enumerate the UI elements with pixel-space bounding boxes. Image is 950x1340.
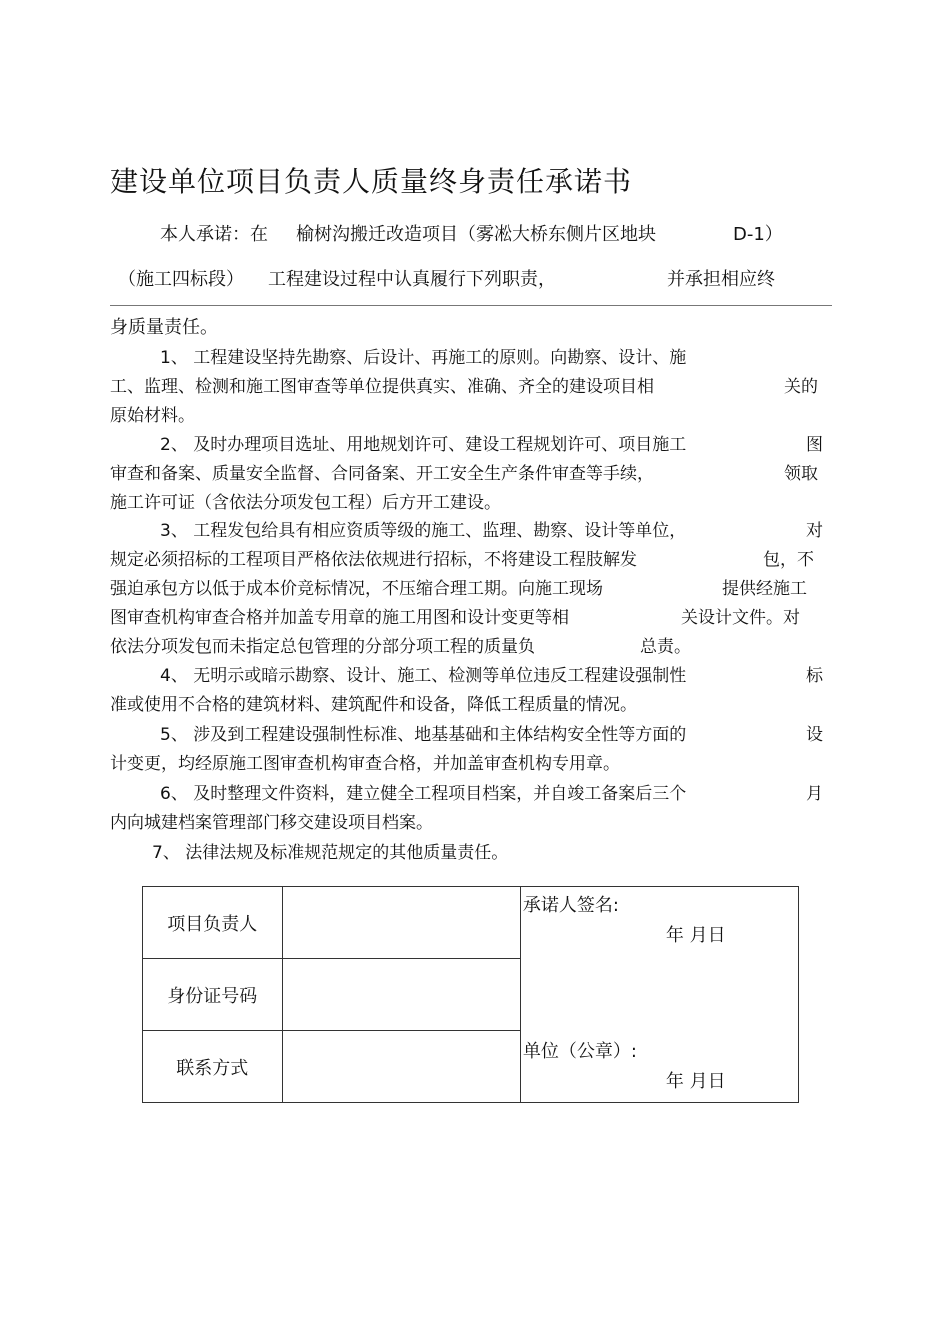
item1-line2-tail: 关的	[784, 377, 818, 397]
item3-line1: 3、 工程发包给具有相应资质等级的施工、监理、勘察、设计等单位，	[160, 521, 687, 541]
item3-line2-tail: 包，不	[763, 550, 814, 570]
item6-line1-tail: 月	[806, 784, 823, 804]
label-id-number: 身份证号码	[143, 959, 283, 1031]
unit-seal-label: 单位（公章）:	[522, 1041, 637, 1062]
item3-line4: 图审查机构审查合格并加盖专用章的施工用图和设计变更等相	[110, 608, 569, 628]
signature-table	[142, 886, 799, 1103]
item2-line3: 施工许可证（含依法分项发包工程）后方开工建设。	[110, 493, 501, 513]
signature-label: 承诺人签名:	[522, 895, 619, 916]
item5-line2: 计变更，均经原施工图审查机构审查合格，并加盖审查机构专用章。	[110, 754, 620, 774]
item5-line1-tail: 设	[806, 725, 823, 745]
item7-line1: 7、 法律法规及标准规范规定的其他质量责任。	[152, 843, 509, 863]
item1-line3: 原始材料。	[110, 406, 195, 426]
item3-line2: 规定必须招标的工程项目严格依法依规进行招标，不将建设工程肢解发	[110, 550, 637, 570]
item3-line3: 强迫承包方以低于成本价竞标情况，不压缩合理工期。向施工现场	[110, 579, 603, 599]
item2-line2-tail: 领取	[784, 464, 818, 484]
item2-line1-tail: 图	[806, 435, 823, 455]
page-title: 建设单位项目负责人质量终身责任承诺书	[110, 165, 633, 198]
item2-line1: 2、 及时办理项目选址、用地规划许可、建设工程规划许可、项目施工	[160, 435, 687, 455]
label-contact: 联系方式	[143, 1031, 283, 1103]
seal-date: 年 月日	[665, 1071, 726, 1092]
project-leader-field[interactable]	[282, 887, 520, 959]
signature-date: 年 月日	[665, 925, 726, 946]
intro-code: D-1）	[733, 224, 783, 245]
signature-cell[interactable]	[520, 887, 798, 1103]
item3-line3-tail: 提供经施工	[722, 579, 807, 599]
intro-prefix: 本人承诺：在	[160, 224, 268, 245]
intro-end: 身质量责任。	[110, 317, 218, 338]
item4-line1-tail: 标	[806, 666, 823, 686]
label-project-leader: 项目负责人	[143, 887, 283, 959]
id-number-field[interactable]	[282, 959, 520, 1031]
contact-field[interactable]	[282, 1031, 520, 1103]
item6-line2: 内向城建档案管理部门移交建设项目档案。	[110, 813, 433, 833]
intro-tail: 并承担相应终	[667, 269, 775, 290]
item5-line1: 5、 涉及到工程建设强制性标准、地基基础和主体结构安全性等方面的	[160, 725, 687, 745]
item3-line1-tail: 对	[806, 521, 823, 541]
item4-line2: 准或使用不合格的建筑材料、建筑配件和设备，降低工程质量的情况。	[110, 695, 637, 715]
item6-line1: 6、 及时整理文件资料，建立健全工程项目档案，并自竣工备案后三个	[160, 784, 687, 804]
item1-line1: 1、 工程建设坚持先勘察、后设计、再施工的原则。向勘察、设计、施	[160, 348, 687, 368]
item4-line1: 4、 无明示或暗示勘察、设计、施工、检测等单位违反工程建设强制性	[160, 666, 687, 686]
item1-line2: 工、监理、检测和施工图审查等单位提供真实、准确、齐全的建设项目相	[110, 377, 654, 397]
item3-line5: 依法分项发包而未指定总包管理的分部分项工程的质量负	[110, 637, 535, 657]
header-rule	[110, 305, 832, 306]
intro-project: 榆树沟搬迁改造项目（雾凇大桥东侧片区地块	[296, 224, 656, 245]
item3-line5-tail: 总责。	[640, 637, 691, 657]
item3-line4-tail: 关设计文件。对	[681, 608, 800, 628]
intro-clause: 工程建设过程中认真履行下列职责，	[268, 269, 556, 290]
intro-section: （施工四标段）	[118, 269, 244, 290]
item2-line2: 审查和备案、质量安全监督、合同备案、开工安全生产条件审查等手续，	[110, 464, 654, 484]
